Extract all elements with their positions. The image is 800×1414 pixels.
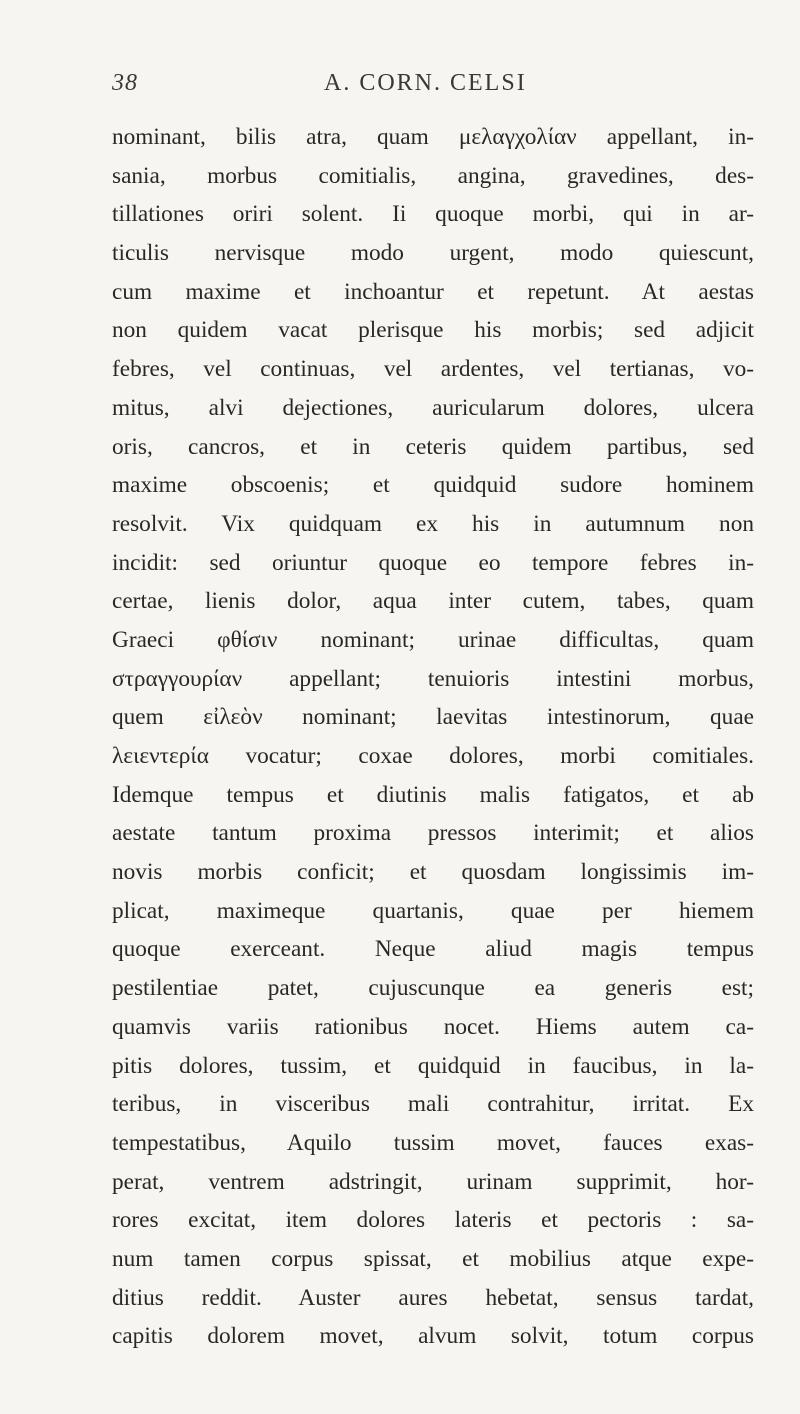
text-line: nominant, bilis atra, quam μελαγχολίαν appellant, in- <box>112 124 754 150</box>
text-line: oris, cancros, et in ceteris quidem partibus, sed <box>112 433 754 460</box>
running-head <box>112 70 752 104</box>
text-line: Graeci φθίσιν nominant; urinae difficultas, quam <box>112 626 754 653</box>
body-text <box>112 118 754 1356</box>
text-line: tempestatibus, Aquilo tussim movet, fauces exas- <box>112 1129 754 1156</box>
text-line: non quidem vacat plerisque his morbis; sed adjicit <box>112 317 754 344</box>
text-line: teribus, in visceribus mali contrahitur, irritat. Ex <box>112 1091 754 1118</box>
text-line: στραγγουρίαν appellant; tenuioris intestini morbus, <box>112 665 754 692</box>
text-line: num tamen corpus spissat, et mobilius atque expe- <box>112 1245 754 1272</box>
text-line: maxime obscoenis; et quidquid sudore hominem <box>112 472 754 499</box>
text-line: ditius reddit. Auster aures hebetat, sensus tardat, <box>112 1284 754 1311</box>
text-line: novis morbis conficit; et quosdam longissimis im- <box>112 859 754 886</box>
text-line: capitis dolorem movet, alvum solvit, totum corpus <box>112 1323 754 1350</box>
text-line: rores excitat, item dolores lateris et pectoris : sa- <box>112 1207 754 1234</box>
text-line: plicat, maximeque quartanis, quae per hiemem <box>112 897 754 924</box>
text-line: tillationes oriri solent. Ii quoque morbi, qui in ar- <box>112 201 754 228</box>
text-line: λειεντερία vocatur; coxae dolores, morbi comitiales. <box>112 743 754 769</box>
text-line: perat, ventrem adstringit, urinam supprimit, hor- <box>112 1168 754 1195</box>
text-line: mitus, alvi dejectiones, auricularum dolores, ulcera <box>112 394 754 421</box>
text-line: aestate tantum proxima pressos interimit; et alios <box>112 820 754 847</box>
text-line: Idemque tempus et diutinis malis fatigatos, et ab <box>112 781 754 808</box>
text-line: sania, morbus comitialis, angina, gravedines, des- <box>112 162 754 189</box>
text-line: certae, lienis dolor, aqua inter cutem, tabes, quam <box>112 588 754 615</box>
page-number: 38 <box>112 70 138 96</box>
text-line: quem εἰλεὸν nominant; laevitas intestinorum, quae <box>112 704 754 731</box>
text-line: ticulis nervisque modo urgent, modo quiescunt, <box>112 240 754 267</box>
text-line: pestilentiae patet, cujuscunque ea generis est; <box>112 975 754 1002</box>
text-line: incidit: sed oriuntur quoque eo tempore febres in- <box>112 549 754 576</box>
text-line: pitis dolores, tussim, et quidquid in faucibus, in la- <box>112 1052 754 1079</box>
text-line: quoque exerceant. Neque aliud magis tempus <box>112 936 754 963</box>
text-line: resolvit. Vix quidquam ex his in autumnum non <box>112 510 754 537</box>
running-title: A. CORN. CELSI <box>324 70 527 96</box>
text-line: cum maxime et inchoantur et repetunt. At aestas <box>112 278 754 305</box>
text-line: febres, vel continuas, vel ardentes, vel tertianas, vo- <box>112 356 754 383</box>
text-line: quamvis variis rationibus nocet. Hiems autem ca- <box>112 1013 754 1040</box>
